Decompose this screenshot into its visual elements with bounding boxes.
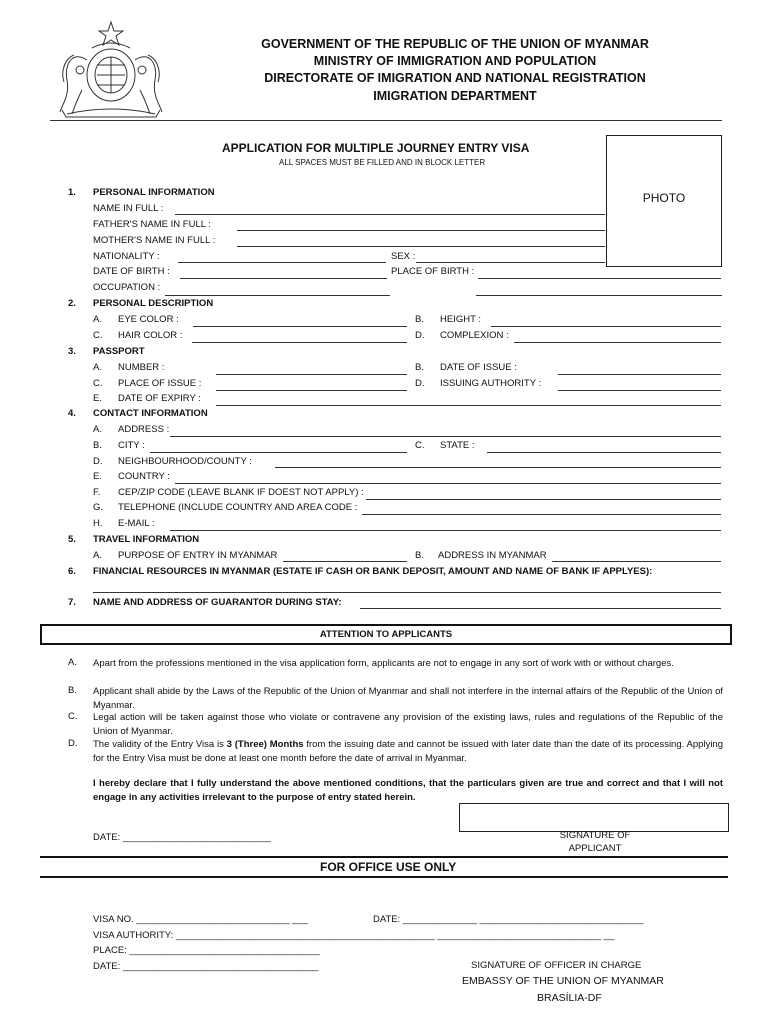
nationality-label: NATIONALITY : [93,251,160,262]
myanmar-address-label: ADDRESS IN MYANMAR [438,550,547,561]
height-field[interactable] [491,326,721,327]
photo-label: PHOTO [642,191,686,205]
visa-no-label: VISA NO. _____________________________ ___ [93,914,309,925]
section-6-title: FINANCIAL RESOURCES IN MYANMAR (ESTATE IF CASH OR BANK DEPOSIT, AMOUNT AND NAME OF BANK IF APPLYES): [93,566,653,577]
mother-name-label: MOTHER'S NAME IN FULL : [93,235,216,246]
expiry-label: DATE OF EXPIRY : [118,393,201,404]
section-1-number: 1. [68,187,76,198]
hair-color-label: HAIR COLOR : [118,330,183,341]
occupation-label: OCCUPATION : [93,282,161,293]
declaration-text: I hereby declare that I fully understand the above mentioned conditions, that the particulars given are true and correct and that I will not engage in any activities irrelevant to the purpose of entry stated herein. [93,778,723,803]
father-name-label: FATHER'S NAME IN FULL : [93,219,211,230]
applicant-signature-box[interactable] [459,803,729,832]
letter-h: H. [93,518,103,529]
visa-authority-label: VISA AUTHORITY: _________________________________________________ _______________________________ __ [93,930,615,941]
office-date2-label: DATE: _____________________________________ [93,961,319,972]
complexion-field[interactable] [514,342,721,343]
phone-field[interactable] [362,514,721,515]
phone-label: TELEPHONE (INCLUDE COUNTRY AND AREA CODE : [118,502,358,513]
height-label: HEIGHT : [440,314,481,325]
dob-field[interactable] [180,278,387,279]
office-place-label: PLACE: ____________________________________ [93,945,320,956]
item-a-letter: A. [68,657,77,668]
zip-field[interactable] [366,499,721,500]
section-7-title: NAME AND ADDRESS OF GUARANTOR DURING STAY: [93,597,342,608]
eye-color-label: EYE COLOR : [118,314,179,325]
letter-g: G. [93,502,104,513]
form-title: APPLICATION FOR MULTIPLE JOURNEY ENTRY VISA [222,141,530,155]
letter-c: C. [93,330,103,341]
item-d-letter: D. [68,738,78,749]
header-department: IMIGRATION DEPARTMENT [373,89,537,103]
letter-b: B. [415,362,424,373]
complexion-label: COMPLEXION : [440,330,509,341]
item-d-text-part1: The validity of the Entry Visa is [93,739,227,750]
issue-place-field[interactable] [216,390,407,391]
issue-date-field[interactable] [558,374,721,375]
officer-signature-label: SIGNATURE OF OFFICER IN CHARGE [471,960,642,971]
dob-label: DATE OF BIRTH : [93,266,170,277]
embassy-label: EMBASSY OF THE UNION OF MYANMAR [462,975,664,987]
father-name-field[interactable] [237,230,605,231]
name-label: NAME IN FULL : [93,203,164,214]
country-label: COUNTRY : [118,471,170,482]
header-government: GOVERNMENT OF THE REPUBLIC OF THE UNION OF MYANMAR [261,37,649,51]
pob-label: PLACE OF BIRTH : [391,266,475,277]
section-3-number: 3. [68,346,76,357]
zip-label: CEP/ZIP CODE (LEAVE BLANK IF DOEST NOT APPLY) : [118,487,364,498]
office-use-title: FOR OFFICE USE ONLY [320,860,457,874]
issuing-authority-label: ISSUING AUTHORITY : [440,378,542,389]
email-label: E-MAIL : [118,518,155,529]
address-field[interactable] [170,436,721,437]
county-field[interactable] [275,467,721,468]
signature-label-1: SIGNATURE OF [559,830,631,841]
section-5-title: TRAVEL INFORMATION [93,534,200,545]
section-1-title: PERSONAL INFORMATION [93,187,215,198]
form-subtitle: ALL SPACES MUST BE FILLED AND IN BLOCK LETTER [279,158,486,167]
purpose-label: PURPOSE OF ENTRY IN MYANMAR [118,550,278,561]
sex-field[interactable] [416,262,605,263]
attention-banner: ATTENTION TO APPLICANTS [40,624,732,645]
letter-f: F. [93,487,101,498]
purpose-field[interactable] [283,561,407,562]
header-ministry: MINISTRY OF IMMIGRATION AND POPULATION [313,54,597,68]
declaration-date: DATE: ____________________________ [93,832,271,843]
section-2-number: 2. [68,298,76,309]
section-3-title: PASSPORT [93,346,145,357]
header-divider [50,120,722,121]
office-date-label: DATE: ______________ _______________________________ [373,914,644,925]
letter-b: B. [415,314,424,325]
letter-c: C. [415,440,425,451]
item-d-text-part2: from the issuing date and cannot be issued with later date than the date of its processing. Applying for the Entry Visa must be done at least one month before the date of arrival in Myanmar. [93,739,723,764]
state-label: STATE : [440,440,475,451]
passport-number-field[interactable] [216,374,407,375]
state-field[interactable] [487,452,721,453]
item-a-text: Apart from the professions mentioned in the visa application form, applicants are not to engage in any sort of work with or without charges. [93,658,674,669]
letter-a: A. [93,362,102,373]
issue-date-label: DATE OF ISSUE : [440,362,517,373]
section-7-number: 7. [68,597,76,608]
item-d-text [93,738,723,765]
email-field[interactable] [170,530,721,531]
letter-b: B. [415,550,424,561]
embassy-city: BRASÍLIA-DF [537,992,602,1004]
pob-field[interactable] [478,278,721,279]
section-6-number: 6. [68,566,76,577]
county-label: NEIGHBOURHOOD/COUNTY : [118,456,252,467]
sex-label: SEX : [391,251,416,262]
item-c-text: Legal action will be taken against those who violate or contravene any provision of the existing laws, rules and regulations of the Republic of the Union of Myanmar. [93,712,723,737]
section-4-number: 4. [68,408,76,419]
section-5-number: 5. [68,534,76,545]
letter-d: D. [415,378,425,389]
letter-c: C. [93,378,103,389]
letter-e: E. [93,393,102,404]
letter-d: D. [415,330,425,341]
letter-d: D. [93,456,103,467]
coat-of-arms-emblem [52,20,170,118]
letter-a: A. [93,424,102,435]
letter-a: A. [93,314,102,325]
item-c-letter: C. [68,711,78,722]
issue-place-label: PLACE OF ISSUE : [118,378,202,389]
issuing-authority-field[interactable] [558,390,721,391]
country-field[interactable] [175,483,721,484]
guarantor-field[interactable] [360,608,721,609]
office-divider-bottom [40,876,728,878]
signature-label-2: APPLICANT [568,843,622,854]
nationality-field[interactable] [178,262,386,263]
address-label: ADDRESS : [118,424,170,435]
letter-b: B. [93,440,102,451]
section-2-title: PERSONAL DESCRIPTION [93,298,214,309]
myanmar-address-field[interactable] [552,561,721,562]
section-4-title: CONTACT INFORMATION [93,408,208,419]
mother-name-field[interactable] [237,246,605,247]
photo-box[interactable] [606,135,722,267]
item-d-text-bold: 3 (Three) Months [226,739,304,750]
letter-e: E. [93,471,102,482]
city-field[interactable] [150,452,407,453]
office-divider-top [40,856,728,858]
name-field[interactable] [175,214,605,215]
item-b-letter: B. [68,685,77,696]
financial-resources-field[interactable] [93,592,721,593]
header-directorate: DIRECTORATE OF IMIGRATION AND NATIONAL REGISTRATION [264,71,646,85]
expiry-field[interactable] [216,405,721,406]
item-b-text: Applicant shall abide by the Laws of the Republic of the Union of Myanmar and shall not interfere in the internal affairs of the Republic of the Union of Myanmar. [93,686,723,711]
eye-color-field[interactable] [193,326,407,327]
city-label: CITY : [118,440,145,451]
occupation-field-left[interactable] [165,295,390,296]
letter-a: A. [93,550,102,561]
passport-number-label: NUMBER : [118,362,165,373]
occupation-field-right[interactable] [476,295,722,296]
hair-color-field[interactable] [192,342,407,343]
